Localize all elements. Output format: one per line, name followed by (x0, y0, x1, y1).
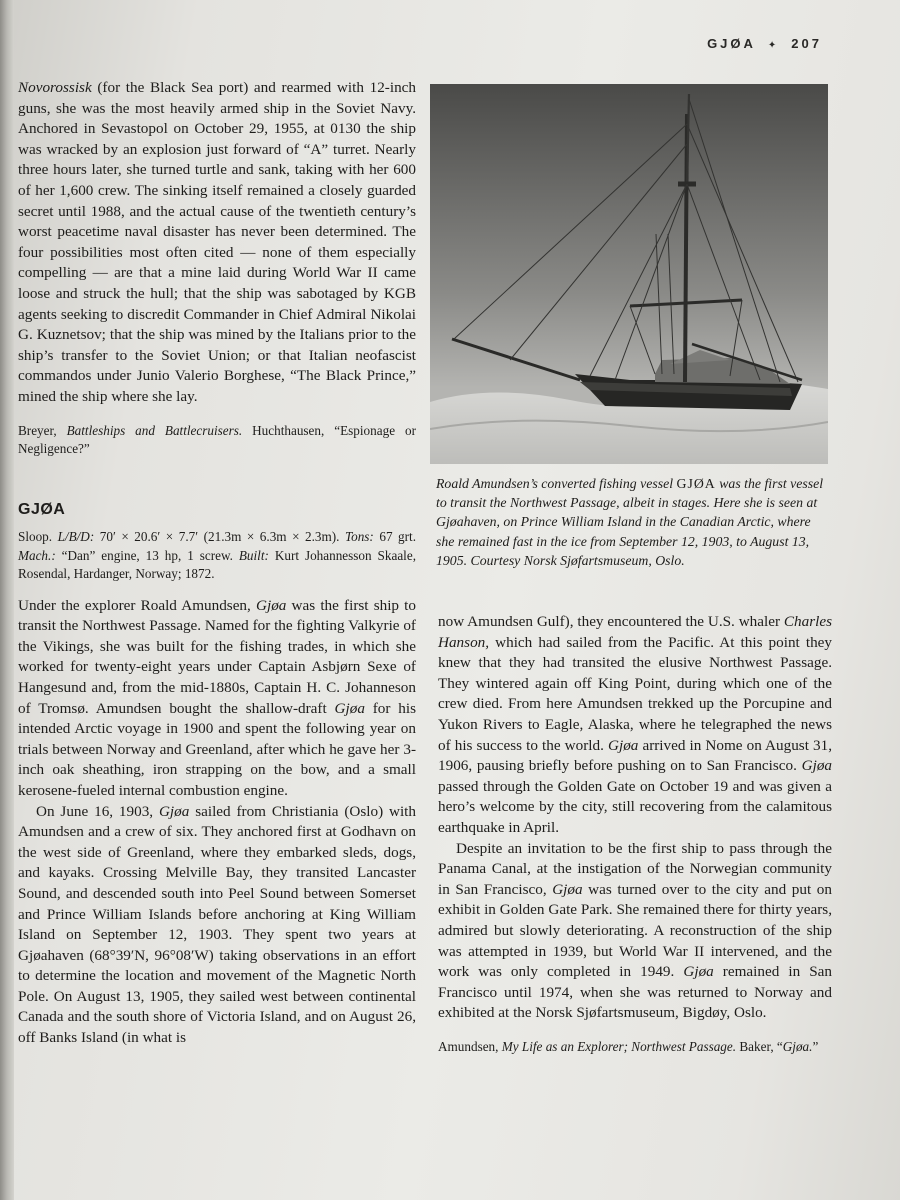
caption-text: Roald Amundsen’s converted fishing vessel (436, 476, 677, 491)
ship-name: Charles Hanson, (438, 613, 832, 651)
body-text: remained in San Francisco until 1974, when she was returned to Norway and exhibited at the Norsk Sjøfartsmuseum, Bigdøy, Oslo. (438, 963, 832, 1022)
source-text: Breyer, (18, 422, 67, 438)
ship-in-ice-illustration (430, 84, 828, 464)
body-text: which had sailed from the Pacific. At this point they knew that they had transited the elusive Northwest Passage. They wintered again off King Point, during which one of the crew died. From here Amundsen trekked up the Porcupine and Yukon Rivers to Eagle, Alaska, where he telegraphed the news of his success to the world. (438, 633, 832, 754)
source-text: Amundsen, (438, 1038, 502, 1054)
source-article-title: Gjøa. (782, 1038, 813, 1054)
continued-paragraph (18, 78, 416, 408)
spec-text: Sloop. (18, 529, 58, 545)
entry-paragraph-1 (18, 596, 416, 802)
body-text: Despite an invitation to be the first ship to pass through the Panama Canal, at the instigation of the Norwegian community in San Francisco, (438, 839, 832, 898)
source-text: Baker, “ (736, 1038, 783, 1054)
ship-name: Gjøa (256, 596, 287, 614)
spec-text: 70′ × 20.6′ × 7.7′ (21.3m × 6.3m × 2.3m). (94, 529, 345, 545)
spec-text: Kurt Johannesson Skaale, Rosendal, Hardanger, Norway; 1872. (18, 547, 416, 582)
left-column (18, 78, 416, 1049)
source-text: ” (812, 1038, 819, 1054)
body-text: On June 16, 1903, (36, 802, 159, 820)
page-gutter-edge (0, 0, 14, 1200)
spec-text: “Dan” engine, 13 hp, 1 screw. (55, 547, 239, 563)
caption-text: was the first vessel to transit the Northwest Passage, albeit in stages. Here she is seen at Gjøahaven, on Prince William Island in the Canadian Arctic, where she remained fast in the ice from September 12, 1903, to August 13, 1905. Courtesy Norsk Sjøfartsmuseum, Oslo. (436, 476, 824, 568)
previous-entry-sources (18, 422, 416, 458)
photo-caption (436, 474, 832, 570)
body-text: now Amundsen Gulf), they encountered the U.S. whaler (438, 613, 784, 630)
body-text: was turned over to the city and put on exhibit in Golden Gate Park. She remained there for thirty years, admired but slowly deteriorating. A reconstruction of the ship was attempted in 1939, but World War II intervened, and the work was only completed in 1949. (438, 880, 832, 981)
ship-name: Gjøa (552, 880, 583, 898)
source-book-title: My Life as an Explorer; Northwest Passage. (501, 1038, 737, 1054)
entry-title: GJØA (18, 500, 66, 518)
body-text: arrived in Nome on August 31, 1906, pausing briefly before pushing on to San Francisco. (438, 736, 832, 775)
ship-name: Gjøa (158, 802, 190, 820)
gjoa-photograph (430, 84, 828, 464)
page-number: 207 (791, 36, 822, 51)
source-text: Huchthausen, “Espionage or Negligence?” (18, 422, 416, 456)
ship-name: Gjøa (608, 736, 639, 754)
body-text: for his intended Arctic voyage in 1900 and spent the following year on trials between Norway and Greenland, after which he gave her 3-inch oak sheathing, iron strapping on the bow, and a small kerosene-fueled internal combustion engine. (18, 699, 416, 799)
entry-paragraph-3 (438, 612, 832, 839)
body-text: Under the explorer Roald Amundsen, (18, 596, 256, 614)
continued-paragraph-text: (for the Black Sea port) and rearmed with 12-inch guns, she was the most heavily armed ship in the Soviet Navy. Anchored in Sevastopol on October 29, 1955, at 0130 the ship was wracked by an explosion just forward of “A” turret. Nearly three hours later, she turned turtle and sank, taking with her 600 of her 1,600 crew. The sinking itself remained a closely guarded secret until 1988, and the actual cause of the twentieth century’s worst peacetime naval disaster has never been determined. The four possibilities most often cited — none of them especially compelling — are that a mine laid during World War II came loose and struck the hull; that the ship was sabotaged by KGB agents seeking to discredit Commander in Chief Admiral Nikolai G. Kuznetsov; that the ship was mined by the Italians prior to the ship’s transfer to the Soviet Union; or that Italian neofascist commandos under Junio Valerio Borghese, “The Black Prince,” mined the ship where she lay. (18, 79, 416, 405)
ship-name: Gjøa (683, 963, 714, 981)
spec-text: 67 grt. (373, 529, 416, 545)
running-head (707, 36, 822, 51)
spec-label: Tons: (344, 529, 374, 545)
ship-name: Gjøa (334, 699, 365, 717)
body-text: sailed from Christiania (Oslo) with Amundsen and a crew of six. They anchored first at Godhavn on the west side of Greenland, where they embarked sleds, dogs, and kayaks. Crossing Melville Bay, they transited Lancaster Sound, and descended south into Peel Sound between Somerset and Prince William Islands before anchoring at King William Island on September 12, 1903. They spent two years at Gjøahaven (68°39′N, 96°08′W) taking observations in an effort to determine the location and movement of the Magnetic North Pole. On August 13, 1905, they sailed west between continental Canada and the south shore of Victoria Island, and on August 26, off Banks Island (in what is (18, 802, 416, 1047)
entry-paragraph-4 (438, 839, 832, 1024)
entry-specs (18, 528, 416, 584)
source-book-title: Battleships and Battlecruisers. (66, 422, 243, 438)
entry-paragraph-2 (18, 802, 416, 1049)
running-head-title: GJØA (707, 36, 756, 51)
spec-label: Built: (238, 547, 269, 563)
ship-name-novorossisk: Novorossisk (18, 79, 92, 96)
running-head-ornament-icon: ✦ (767, 40, 780, 51)
body-text: was the first ship to transit the Northwest Passage. Named for the fighting Valkyrie of the Vikings, she was built for the fishing trades, in which she worked for twenty-eight years under Captain Asbjørn Sexe of Hangesund and, from the mid-1880s, Captain H. C. Johanneson of Tromsø. Amundsen bought the shallow-draft (18, 596, 416, 717)
right-column (438, 612, 832, 1056)
spec-label: Mach.: (18, 547, 56, 563)
entry-sources (438, 1038, 832, 1056)
body-text: passed through the Golden Gate on October 19 and was given a hero’s welcome by the city, still recovering from the calamitous earthquake in April. (438, 777, 832, 836)
ship-name: Gjøa (801, 757, 832, 775)
caption-ship-name: GJØA (676, 476, 716, 491)
spec-label: L/B/D: (57, 529, 95, 545)
